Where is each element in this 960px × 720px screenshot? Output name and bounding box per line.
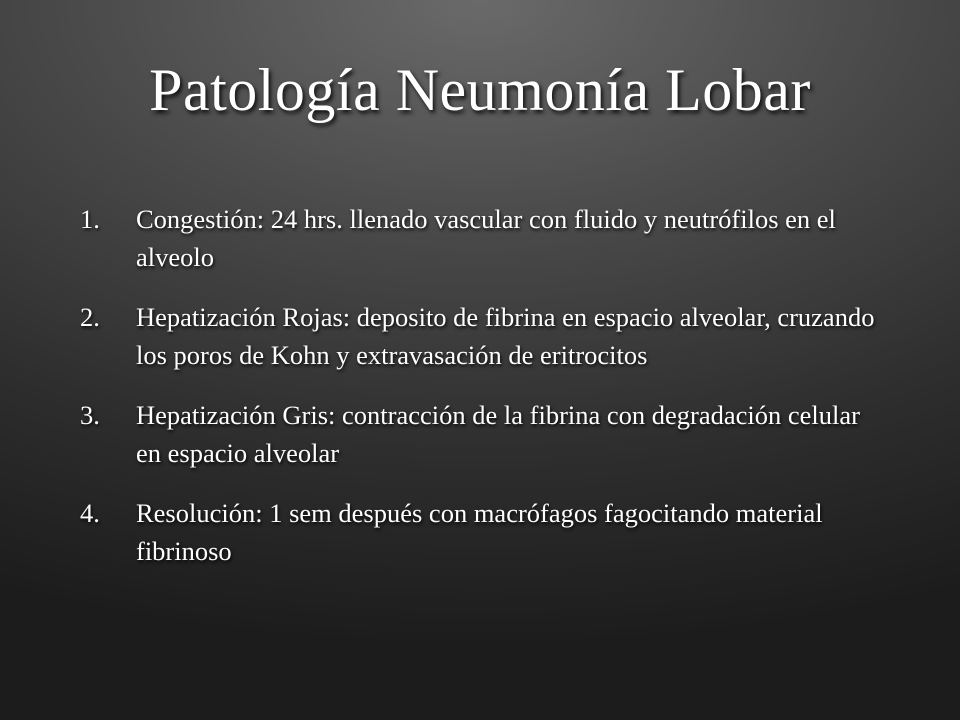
- list-item-text: Hepatización Rojas: deposito de fibrina en espacio alveolar, cruzando los poros de Kohn y extravasación de eritrocitos: [136, 302, 875, 370]
- list-item-text: Congestión: 24 hrs. llenado vascular con fluido y neutrófilos en el alveolo: [136, 204, 836, 272]
- numbered-list: [80, 200, 880, 592]
- list-item-text: Hepatización Gris: contracción de la fibrina con degradación celular en espacio alveolar: [136, 400, 860, 468]
- list-item-number: 2.: [80, 302, 100, 332]
- list-item-gray-hepatization: [80, 396, 880, 472]
- list-item-red-hepatization: [80, 298, 880, 374]
- list-item-text: Resolución: 1 sem después con macrófagos fagocitando material fibrinoso: [136, 498, 823, 566]
- list-item-congestion: [80, 200, 880, 276]
- slide-title: Patología Neumonía Lobar: [149, 57, 811, 123]
- list-item-resolution: [80, 494, 880, 570]
- list-item-number: 4.: [80, 498, 100, 528]
- list-item-number: 1.: [80, 204, 100, 234]
- list-item-number: 3.: [80, 400, 100, 430]
